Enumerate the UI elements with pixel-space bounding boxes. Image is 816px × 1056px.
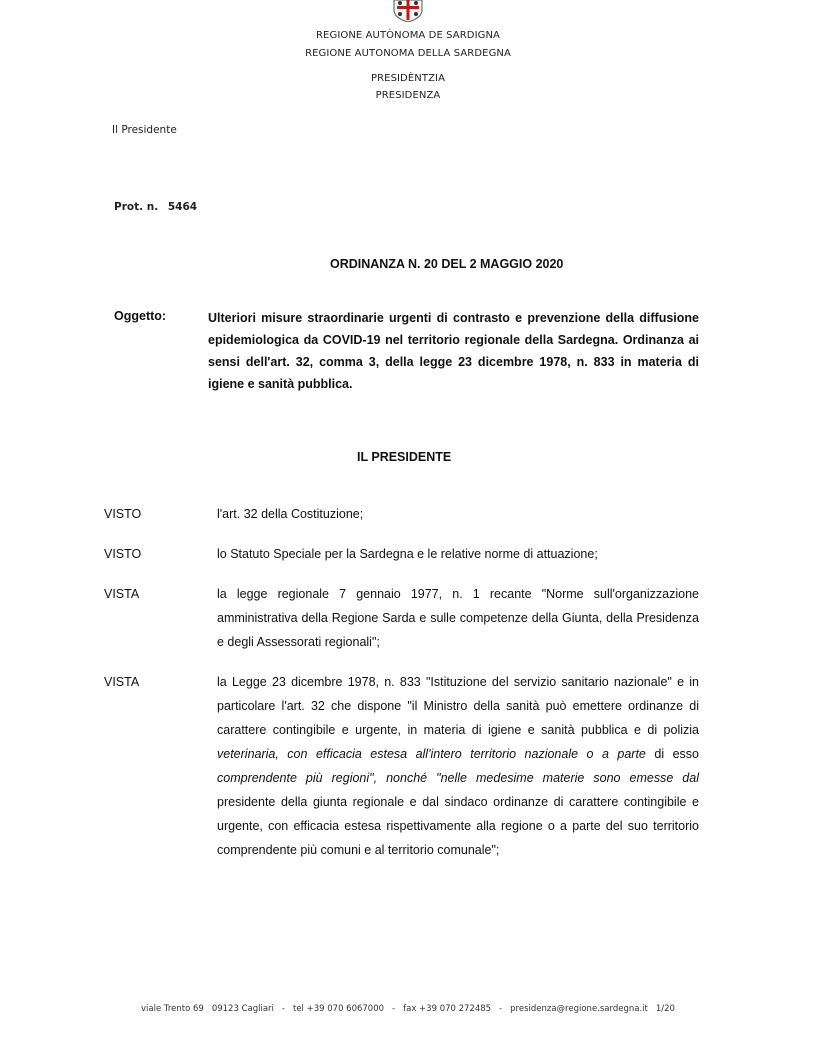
- footer-separator: -: [392, 1004, 396, 1014]
- recital-keyword: VISTA: [104, 587, 140, 601]
- footer-separator: -: [281, 1004, 285, 1014]
- protocol-label: Prot. n.: [114, 201, 159, 213]
- coat-of-arms-icon: [388, 0, 428, 22]
- header-region-sardinian: REGIONE AUTÒNOMA DE SARDIGNA: [316, 30, 500, 41]
- footer-fax: fax +39 070 272485: [403, 1004, 492, 1014]
- header-office-sardinian: PRESIDÈNTZIA: [370, 73, 446, 84]
- recital-text-italic: veterinaria, con efficacia estesa all'intero territorio nazionale o a parte: [217, 747, 646, 761]
- recital-text-part: presidente della giunta regionale e dal sindaco ordinanze di carattere contingibile e urgente, con efficacia estesa rispettivamente alla regione o a parte del suo territorio comprendente più comuni e al territorio comunale";: [217, 795, 699, 857]
- subject-label: Oggetto:: [114, 309, 167, 323]
- sender: Il Presidente: [112, 124, 177, 136]
- footer-address: viale Trento 69: [141, 1004, 204, 1014]
- page-number: 1/20: [655, 1004, 675, 1014]
- recital-text-italic: comprendente più regioni", nonché "nelle medesime materie sono emesse dal: [217, 771, 699, 785]
- footer-email: presidenza@regione.sardegna.it: [510, 1004, 648, 1014]
- document-title: ORDINANZA N. 20 DEL 2 MAGGIO 2020: [330, 257, 564, 271]
- recital-keyword: VISTA: [104, 675, 140, 689]
- footer-city: 09123 Cagliari: [211, 1004, 274, 1014]
- header-region-italian: REGIONE AUTONOMA DELLA SARDEGNA: [305, 48, 511, 59]
- recital-text-part: la Legge 23 dicembre 1978, n. 833 "Istituzione del servizio sanitario nazionale" e in particolare l'art. 32 che dispone "il Ministro della sanità può emettere ordinanze di carattere contingibile e urgente, in materia di igiene e sanità pubblica e di polizia: [217, 675, 699, 737]
- header-office-italian: PRESIDENZA: [375, 90, 441, 101]
- protocol-number: 5464: [167, 201, 198, 213]
- subject-text: Ulteriori misure straordinarie urgenti di contrasto e prevenzione della diffusione epidemiologica da COVID-19 nel territorio regionale della Sardegna. Ordinanza ai sensi dell'art. 32, comma 3, della legge 23 dicembre 1978, n. 833 in materia di igiene e sanità pubblica.: [208, 311, 699, 391]
- recital-text: la legge regionale 7 gennaio 1977, n. 1 recante "Norme sull'organizzazione amministrativa della Regione Sarda e sulle competenze della Giunta, della Presidenza e degli Assessorati regionali";: [217, 587, 699, 649]
- recital-text: lo Statuto Speciale per la Sardegna e le relative norme di attuazione;: [217, 547, 598, 561]
- recital-text-part: di esso: [645, 747, 699, 761]
- recital-text: [217, 670, 699, 862]
- footer-phone: tel +39 070 6067000: [292, 1004, 385, 1014]
- recital-keyword: VISTO: [104, 547, 142, 561]
- recital-text: l'art. 32 della Costituzione;: [217, 507, 364, 521]
- heading-president: IL PRESIDENTE: [357, 450, 452, 464]
- footer: [0, 1004, 816, 1014]
- footer-separator: -: [499, 1004, 503, 1014]
- protocol: [114, 201, 197, 213]
- recital-keyword: VISTO: [104, 507, 142, 521]
